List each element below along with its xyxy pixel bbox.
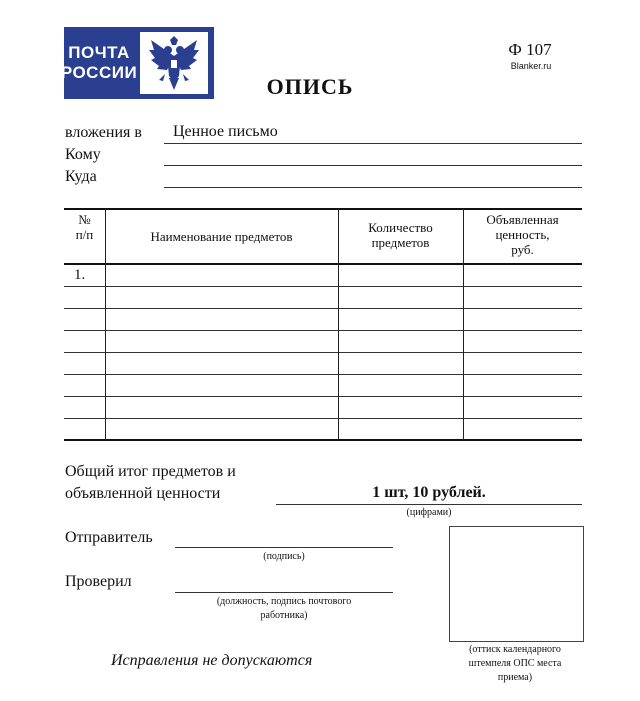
sender-hint: (подпись) [263,551,305,562]
totals-line [276,504,582,505]
form-code: Ф 107 [508,40,552,59]
row-1-num: 1. [74,267,86,283]
row-line-7 [64,418,582,419]
row-line-3 [64,330,582,331]
row-line-2 [64,308,582,309]
to-label: Кому [65,146,101,163]
header-value-line-2: ценность, [495,227,550,242]
totals-label-line-2: объявленной ценности [65,485,221,502]
header-value [463,212,582,257]
sender-signature-line [175,547,393,548]
header-value-line-3: руб. [511,242,534,257]
stamp-hint-line-3: приема) [497,672,533,683]
header-value-line-1: Объявленная [486,212,559,227]
table-top-border [64,208,582,210]
form-site: Blanker.ru [510,61,552,71]
table-bottom-border [64,439,582,441]
header-num-line-1: № [78,212,91,227]
attachment-label: вложения в [65,124,142,141]
corrections-note: Исправления не допускаются [111,652,313,669]
checker-hint-line-2: работника) [260,610,308,621]
sender-label: Отправитель [65,529,153,546]
row-line-4 [64,352,582,353]
checker-signature-line [175,592,393,593]
header-num [64,212,105,242]
checker-label: Проверил [65,573,132,590]
header-qty-line-2: предметов [371,235,430,250]
checker-hint [175,595,393,623]
logo-line-1: ПОЧТА [68,43,130,62]
attachment-line [164,143,582,144]
totals-hint: (цифрами) [406,507,452,518]
row-line-5 [64,374,582,375]
totals-value: 1 шт, 10 рублей. [372,484,486,501]
postmark-stamp-box [449,526,584,642]
header-qty-line-1: Количество [368,220,433,235]
to-line [164,165,582,166]
stamp-hint [440,643,590,685]
logo-line-2: РОССИИ [60,63,138,82]
header-qty [338,220,463,250]
header-name: Наименование предметов [150,229,293,244]
attachment-value: Ценное письмо [173,123,278,140]
header-num-line-2: п/п [75,227,94,242]
checker-hint-line-1: (должность, подпись почтового [216,596,352,607]
row-line-1 [64,286,582,287]
where-label: Куда [65,168,97,185]
stamp-hint-line-2: штемпеля ОПС места [468,658,562,669]
where-line [164,187,582,188]
table-header-border [64,263,582,265]
totals-label-line-1: Общий итог предметов и [65,463,236,480]
items-table [64,208,582,440]
stamp-hint-line-1: (оттиск календарного [469,644,561,655]
document-title: ОПИСЬ [266,74,354,99]
row-line-6 [64,396,582,397]
